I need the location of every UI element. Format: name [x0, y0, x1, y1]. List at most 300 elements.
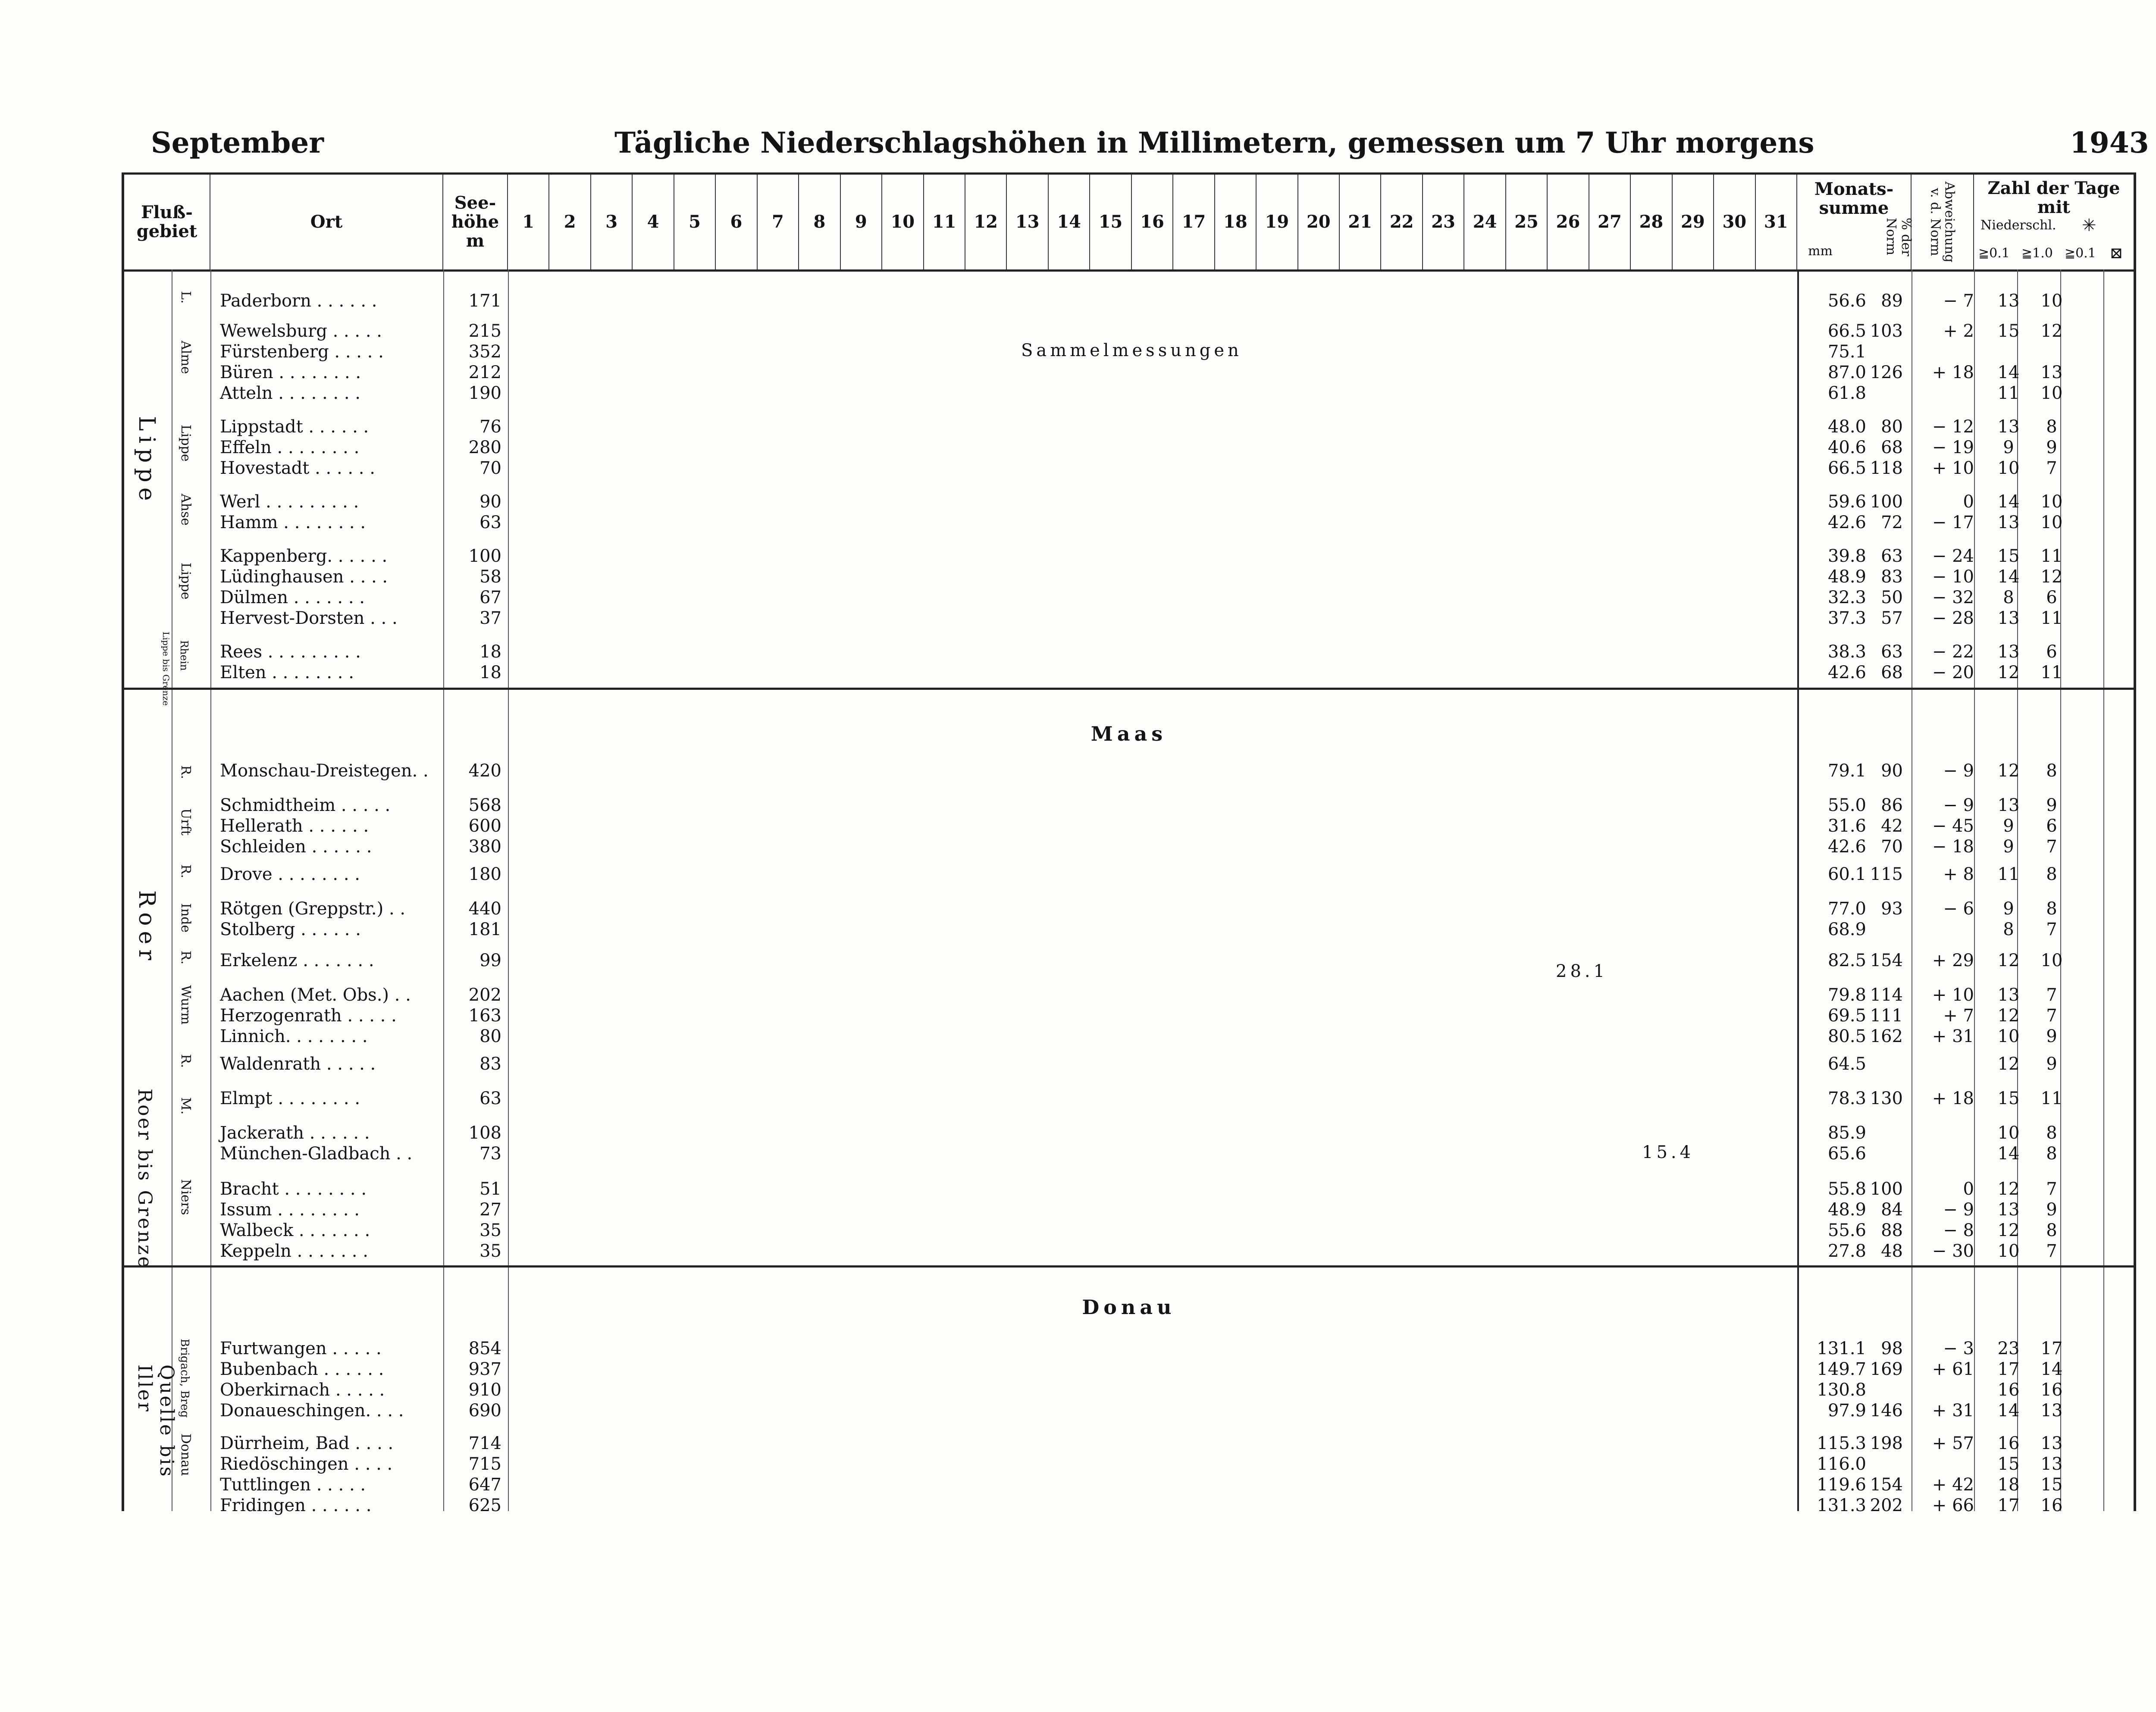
monthly-sum: 119.6 — [1817, 1475, 1866, 1495]
percent-of-norm: 89 — [1881, 291, 1903, 311]
station-elevation: 715 — [468, 1454, 501, 1474]
monthly-sum: 32.3 — [1827, 588, 1866, 607]
days-ge10: 10 — [2040, 291, 2063, 311]
station-elevation: 181 — [468, 920, 501, 939]
station-name: Waldenrath . . . . . — [220, 1054, 376, 1074]
station-elevation: 171 — [468, 291, 501, 311]
days-ge01: 9 — [2003, 899, 2014, 919]
col-day: 18 — [1215, 175, 1257, 269]
days-ge01: 12 — [1997, 1054, 2020, 1074]
station-name: Wewelsburg . . . . . — [220, 321, 382, 341]
deviation: + 7 — [1943, 1006, 1974, 1026]
table-row — [124, 363, 2134, 383]
table-row — [124, 1475, 2134, 1496]
col-day: 31 — [1756, 175, 1797, 269]
deviation: + 31 — [1932, 1027, 1974, 1046]
station-name: Jackerath . . . . . . — [220, 1123, 370, 1143]
sub-lippe-grenze: Lippe bis Grenze — [161, 632, 171, 706]
percent-of-norm: 198 — [1870, 1433, 1903, 1453]
station-name: Stolberg . . . . . . — [220, 920, 361, 939]
station-name: Issum . . . . . . . . — [220, 1200, 360, 1220]
station-name: Elten . . . . . . . . — [220, 663, 354, 682]
table-row — [124, 1179, 2134, 1200]
station-name: Furtwangen . . . . . — [220, 1339, 382, 1358]
station-elevation: 215 — [468, 321, 501, 341]
days-ge01: 12 — [1997, 761, 2020, 781]
station-name: Aachen (Met. Obs.) . . — [220, 985, 411, 1005]
days-ge01: 23 — [1997, 1339, 2020, 1358]
station-elevation: 76 — [479, 417, 501, 437]
col-day: 25 — [1506, 175, 1548, 269]
col-day: 24 — [1464, 175, 1506, 269]
station-elevation: 67 — [479, 588, 501, 607]
days-ge01: 16 — [1997, 1433, 2020, 1453]
col-day: 27 — [1589, 175, 1631, 269]
station-elevation: 18 — [479, 642, 501, 662]
days-ge01: 10 — [1997, 458, 2020, 478]
monthly-sum: 85.9 — [1827, 1123, 1866, 1143]
col-day: 29 — [1673, 175, 1714, 269]
monthly-sum: 79.1 — [1827, 761, 1866, 781]
monthly-sum: 55.6 — [1827, 1221, 1866, 1240]
days-ge10: 9 — [2046, 438, 2057, 457]
col-abweichung-cell — [1912, 175, 1974, 269]
days-ge01: 12 — [1997, 1006, 2020, 1026]
thunder-icon: ⊠ — [2110, 244, 2123, 262]
section-divider — [124, 1265, 2134, 1268]
station-name: Hellerath . . . . . . — [220, 816, 369, 836]
percent-of-norm: 42 — [1881, 816, 1903, 836]
col-day: 9 — [841, 175, 882, 269]
days-ge10: 9 — [2046, 1027, 2057, 1046]
monthly-sum: 39.8 — [1827, 546, 1866, 566]
days-ge10: 10 — [2040, 951, 2063, 970]
days-ge01: 13 — [1997, 291, 2020, 311]
sub-r4: R. — [178, 1054, 193, 1068]
percent-of-norm: 93 — [1881, 899, 1903, 919]
table-row — [124, 1123, 2134, 1144]
station-name: Dürrheim, Bad . . . . — [220, 1433, 394, 1453]
days-ge10: 7 — [2046, 1006, 2057, 1026]
section-maas: Maas — [1091, 722, 1167, 745]
table-row — [124, 438, 2134, 458]
sub-lippe1: Lippe — [178, 425, 193, 462]
days-ge01: 10 — [1997, 1241, 2020, 1261]
monthly-sum: 31.6 — [1827, 816, 1866, 836]
sub-ahse: Ahse — [178, 494, 193, 526]
col-zahl-tage: Zahl der Tage mit — [1987, 178, 2120, 217]
monthly-sum: 64.5 — [1827, 1054, 1866, 1074]
percent-of-norm: 70 — [1881, 837, 1903, 857]
station-name: Drove . . . . . . . . — [220, 864, 360, 884]
col-day: 11 — [924, 175, 965, 269]
table-row — [124, 761, 2134, 782]
col-snow-ge01: ≧0.1 — [2065, 246, 2096, 261]
station-name: Atteln . . . . . . . . — [220, 383, 360, 403]
deviation: − 17 — [1932, 513, 1974, 532]
monthly-sum: 149.7 — [1817, 1359, 1866, 1379]
monthly-sum: 42.6 — [1827, 837, 1866, 857]
station-name: Bracht . . . . . . . . — [220, 1179, 367, 1199]
days-ge10: 13 — [2040, 1401, 2063, 1421]
station-elevation: 280 — [468, 438, 501, 457]
deviation: − 22 — [1932, 642, 1974, 662]
station-elevation: 625 — [468, 1496, 501, 1515]
deviation: − 9 — [1943, 795, 1974, 815]
station-name: Bubenbach . . . . . . — [220, 1359, 384, 1379]
deviation: + 10 — [1932, 458, 1974, 478]
days-ge01: 13 — [1997, 985, 2020, 1005]
days-ge10: 16 — [2040, 1496, 2063, 1515]
deviation: − 20 — [1932, 663, 1974, 682]
station-elevation: 202 — [468, 985, 501, 1005]
station-elevation: 90 — [479, 492, 501, 512]
table-row — [124, 513, 2134, 533]
section-donau: Donau — [1082, 1296, 1176, 1319]
station-name: Schmidtheim . . . . . — [220, 795, 391, 815]
table-row — [124, 1006, 2134, 1027]
station-elevation: 937 — [468, 1359, 501, 1379]
station-elevation: 854 — [468, 1339, 501, 1358]
col-day: 12 — [965, 175, 1007, 269]
monthly-sum: 38.3 — [1827, 642, 1866, 662]
days-ge10: 13 — [2040, 363, 2063, 382]
deviation: − 3 — [1943, 1339, 1974, 1358]
table-row — [124, 588, 2134, 608]
days-ge10: 10 — [2040, 513, 2063, 532]
monthly-sum: 77.0 — [1827, 899, 1866, 919]
days-ge01: 9 — [2003, 438, 2014, 457]
days-ge10: 11 — [2040, 608, 2063, 628]
deviation: − 7 — [1943, 291, 1974, 311]
percent-of-norm: 84 — [1881, 1200, 1903, 1220]
sub-rhein: Rhein — [178, 640, 190, 671]
station-elevation: 380 — [468, 837, 501, 857]
station-name: Dülmen . . . . . . . — [220, 588, 365, 607]
station-name: Hamm . . . . . . . . — [220, 513, 366, 532]
col-day: 2 — [549, 175, 591, 269]
days-ge10: 6 — [2046, 588, 2057, 607]
col-day: 1 — [508, 175, 549, 269]
col-monatssumme: Monats-summe — [1797, 175, 1912, 269]
days-ge01: 11 — [1997, 864, 2020, 884]
monthly-sum: 68.9 — [1827, 920, 1866, 939]
days-ge01: 10 — [1997, 1027, 2020, 1046]
station-name: Donaueschingen. . . . — [220, 1401, 404, 1421]
percent-of-norm: 126 — [1870, 363, 1903, 382]
days-ge01: 14 — [1997, 492, 2020, 512]
days-ge01: 9 — [2003, 837, 2014, 857]
monthly-sum: 131.3 — [1817, 1496, 1866, 1515]
days-ge01: 12 — [1997, 1179, 2020, 1199]
days-ge10: 7 — [2046, 1179, 2057, 1199]
days-ge10: 8 — [2046, 1221, 2057, 1240]
sub-brigach: Brigach, Breg — [178, 1339, 191, 1418]
station-name: Fridingen . . . . . . — [220, 1496, 372, 1515]
station-name: Hovestadt . . . . . . — [220, 458, 375, 478]
station-name: Effeln . . . . . . . . — [220, 438, 360, 457]
percent-of-norm: 68 — [1881, 663, 1903, 682]
days-ge01: 14 — [1997, 1401, 2020, 1421]
station-name: Erkelenz . . . . . . . — [220, 951, 374, 970]
station-elevation: 35 — [479, 1221, 501, 1240]
table-row — [124, 342, 2134, 363]
days-ge10: 7 — [2046, 837, 2057, 857]
days-ge01: 17 — [1997, 1496, 2020, 1515]
table-row — [124, 1221, 2134, 1241]
table-row — [124, 1339, 2134, 1359]
station-elevation: 35 — [479, 1241, 501, 1261]
deviation: − 18 — [1932, 837, 1974, 857]
station-name: Lüdinghausen . . . . — [220, 567, 388, 587]
deviation: − 32 — [1932, 588, 1974, 607]
table-row — [124, 985, 2134, 1006]
station-elevation: 212 — [468, 363, 501, 382]
days-ge10: 13 — [2040, 1454, 2063, 1474]
days-ge10: 14 — [2040, 1359, 2063, 1379]
days-ge10: 8 — [2046, 1144, 2057, 1164]
percent-of-norm: 83 — [1881, 567, 1903, 587]
table-row — [124, 642, 2134, 663]
days-ge01: 15 — [1997, 1089, 2020, 1108]
station-elevation: 180 — [468, 864, 501, 884]
days-ge10: 8 — [2046, 417, 2057, 437]
percent-of-norm: 72 — [1881, 513, 1903, 532]
monthly-sum: 48.9 — [1827, 1200, 1866, 1220]
col-day: 13 — [1007, 175, 1048, 269]
table-row — [124, 816, 2134, 837]
table-row — [124, 951, 2134, 971]
table-row — [124, 920, 2134, 940]
deviation: − 8 — [1943, 1221, 1974, 1240]
station-elevation: 51 — [479, 1179, 501, 1199]
station-name: Linnich. . . . . . . . — [220, 1027, 368, 1046]
table-row — [124, 417, 2134, 438]
station-elevation: 647 — [468, 1475, 501, 1495]
percent-of-norm: 169 — [1870, 1359, 1903, 1379]
percent-of-norm: 114 — [1870, 985, 1903, 1005]
deviation: + 8 — [1943, 864, 1974, 884]
station-elevation: 63 — [479, 1089, 501, 1108]
table-row — [124, 1241, 2134, 1262]
table-row — [124, 795, 2134, 816]
header-title: Tägliche Niederschlagshöhen in Millimetern, gemessen um 7 Uhr morgens — [614, 126, 1814, 160]
station-name: Herzogenrath . . . . . — [220, 1006, 397, 1026]
table-row — [124, 321, 2134, 342]
col-day: 28 — [1631, 175, 1672, 269]
deviation: − 28 — [1932, 608, 1974, 628]
station-name: Elmpt . . . . . . . . — [220, 1089, 360, 1108]
table-row — [124, 1401, 2134, 1421]
days-ge10: 15 — [2040, 1475, 2063, 1495]
percent-of-norm: 68 — [1881, 438, 1903, 457]
station-elevation: 440 — [468, 899, 501, 919]
sub-urft: Urft — [178, 808, 193, 836]
days-ge10: 11 — [2040, 663, 2063, 682]
station-elevation: 910 — [468, 1380, 501, 1400]
station-name: Riedöschingen . . . . — [220, 1454, 393, 1474]
monthly-sum: 55.8 — [1827, 1179, 1866, 1199]
deviation: 0 — [1963, 492, 1974, 512]
station-elevation: 37 — [479, 608, 501, 628]
col-day: 7 — [758, 175, 799, 269]
days-ge10: 9 — [2046, 795, 2057, 815]
deviation: − 6 — [1943, 899, 1974, 919]
deviation: 0 — [1963, 1179, 1974, 1199]
days-ge01: 17 — [1997, 1359, 2020, 1379]
monthly-sum: 66.5 — [1827, 321, 1866, 341]
days-ge10: 11 — [2040, 1089, 2063, 1108]
station-name: München-Gladbach . . — [220, 1144, 413, 1164]
deviation: + 10 — [1932, 985, 1974, 1005]
station-elevation: 108 — [468, 1123, 501, 1143]
station-name: Keppeln . . . . . . . — [220, 1241, 368, 1261]
sub-alme: Alme — [178, 341, 193, 374]
deviation: + 57 — [1932, 1433, 1974, 1453]
col-day: 22 — [1381, 175, 1423, 269]
days-ge01: 8 — [2003, 920, 2014, 939]
group-quelle-bis-iller: Quelle bis Iller — [134, 1365, 178, 1478]
days-ge10: 17 — [2040, 1339, 2063, 1358]
monthly-sum: 37.3 — [1827, 608, 1866, 628]
percent-of-norm: 90 — [1881, 761, 1903, 781]
station-elevation: 80 — [479, 1027, 501, 1046]
station-name: Schleiden . . . . . . — [220, 837, 372, 857]
percent-of-norm: 118 — [1870, 458, 1903, 478]
percent-of-norm: 146 — [1870, 1401, 1903, 1421]
sub-l: L. — [178, 291, 193, 304]
snow-icon: ✳ — [2082, 216, 2096, 235]
deviation: − 12 — [1932, 417, 1974, 437]
table-row — [124, 1380, 2134, 1401]
days-ge10: 8 — [2046, 864, 2057, 884]
days-ge01: 13 — [1997, 1200, 2020, 1220]
station-elevation: 568 — [468, 795, 501, 815]
days-ge01: 11 — [1997, 383, 2020, 403]
monthly-sum: 27.8 — [1827, 1241, 1866, 1261]
monthly-sum: 97.9 — [1827, 1401, 1866, 1421]
monthly-sum: 61.8 — [1827, 383, 1866, 403]
col-day: 30 — [1714, 175, 1755, 269]
monthly-sum: 78.3 — [1827, 1089, 1866, 1108]
monthly-sum: 66.5 — [1827, 458, 1866, 478]
monthly-sum: 69.5 — [1827, 1006, 1866, 1026]
deviation: + 66 — [1932, 1496, 1974, 1515]
col-day: 6 — [716, 175, 757, 269]
percent-of-norm: 162 — [1870, 1027, 1903, 1046]
monthly-sum: 130.8 — [1817, 1380, 1866, 1400]
station-elevation: 83 — [479, 1054, 501, 1074]
sub-r1: R. — [178, 765, 193, 779]
days-ge01: 14 — [1997, 567, 2020, 587]
monthly-sum: 55.0 — [1827, 795, 1866, 815]
station-name: Lippstadt . . . . . . — [220, 417, 369, 437]
monthly-sum: 56.6 — [1827, 291, 1866, 311]
days-ge01: 12 — [1997, 951, 2020, 970]
monthly-sum: 48.0 — [1827, 417, 1866, 437]
note-sammelmessungen: Sammelmessungen — [1021, 341, 1242, 360]
days-ge01: 18 — [1997, 1475, 2020, 1495]
col-day: 14 — [1049, 175, 1090, 269]
precipitation-table — [122, 172, 2136, 1515]
table-row — [124, 1454, 2134, 1475]
station-elevation: 99 — [479, 951, 501, 970]
station-elevation: 163 — [468, 1006, 501, 1026]
monthly-sum: 80.5 — [1827, 1027, 1866, 1046]
days-ge10: 6 — [2046, 816, 2057, 836]
days-ge10: 16 — [2040, 1380, 2063, 1400]
col-pct-norm: % der Norm — [1883, 218, 1914, 257]
table-row — [124, 1054, 2134, 1075]
table-row — [124, 1200, 2134, 1221]
sub-m: M. — [178, 1097, 193, 1115]
station-name: Rötgen (Greppstr.) . . — [220, 899, 406, 919]
col-mm: mm — [1808, 244, 1833, 259]
sub-r3: R. — [178, 951, 193, 965]
table-row — [124, 837, 2134, 858]
monthly-sum: 42.6 — [1827, 663, 1866, 682]
col-day: 15 — [1090, 175, 1131, 269]
col-day: 23 — [1423, 175, 1464, 269]
days-ge01: 10 — [1997, 1123, 2020, 1143]
table-row — [124, 1496, 2134, 1516]
percent-of-norm: 63 — [1881, 546, 1903, 566]
monthly-sum: 131.1 — [1817, 1339, 1866, 1358]
station-name: Monschau-Dreistegen. . — [220, 761, 429, 781]
station-elevation: 70 — [479, 458, 501, 478]
sub-wurm: Wurm — [178, 985, 193, 1025]
monthly-sum: 60.1 — [1827, 864, 1866, 884]
percent-of-norm: 100 — [1870, 1179, 1903, 1199]
deviation: + 61 — [1932, 1359, 1974, 1379]
monthly-sum: 75.1 — [1827, 342, 1866, 362]
col-seehoehe: See-höhe m — [443, 175, 508, 269]
monthly-sum: 82.5 — [1827, 951, 1866, 970]
station-elevation: 352 — [468, 342, 501, 362]
days-ge10: 7 — [2046, 458, 2057, 478]
days-ge01: 15 — [1997, 1454, 2020, 1474]
deviation: + 2 — [1943, 321, 1974, 341]
header-year: 1943 — [2070, 126, 2149, 160]
days-ge10: 8 — [2046, 899, 2057, 919]
table-row — [124, 608, 2134, 629]
col-ge10: ≧1.0 — [2021, 246, 2053, 261]
monthly-sum: 48.9 — [1827, 567, 1866, 587]
percent-of-norm: 98 — [1881, 1339, 1903, 1358]
table-row — [124, 458, 2134, 479]
monthly-sum: 59.6 — [1827, 492, 1866, 512]
station-elevation: 420 — [468, 761, 501, 781]
table-row — [124, 1433, 2134, 1454]
note-28-1: 28.1 — [1556, 961, 1608, 981]
col-ort: Ort — [210, 175, 443, 269]
station-name: Oberkirnach . . . . . — [220, 1380, 385, 1400]
monthly-sum: 65.6 — [1827, 1144, 1866, 1164]
sub-inde: Inde — [178, 903, 193, 933]
col-abweichung: Abweichung v. d. Norm — [1927, 182, 1957, 263]
days-ge01: 12 — [1997, 663, 2020, 682]
station-elevation: 73 — [479, 1144, 501, 1164]
col-day: 17 — [1173, 175, 1215, 269]
days-ge10: 10 — [2040, 492, 2063, 512]
days-ge01: 12 — [1997, 1221, 2020, 1240]
days-ge01: 15 — [1997, 546, 2020, 566]
station-elevation: 27 — [479, 1200, 501, 1220]
station-name: Fürstenberg . . . . . — [220, 342, 384, 362]
days-ge01: 15 — [1997, 321, 2020, 341]
days-ge01: 9 — [2003, 816, 2014, 836]
days-ge01: 8 — [2003, 588, 2014, 607]
